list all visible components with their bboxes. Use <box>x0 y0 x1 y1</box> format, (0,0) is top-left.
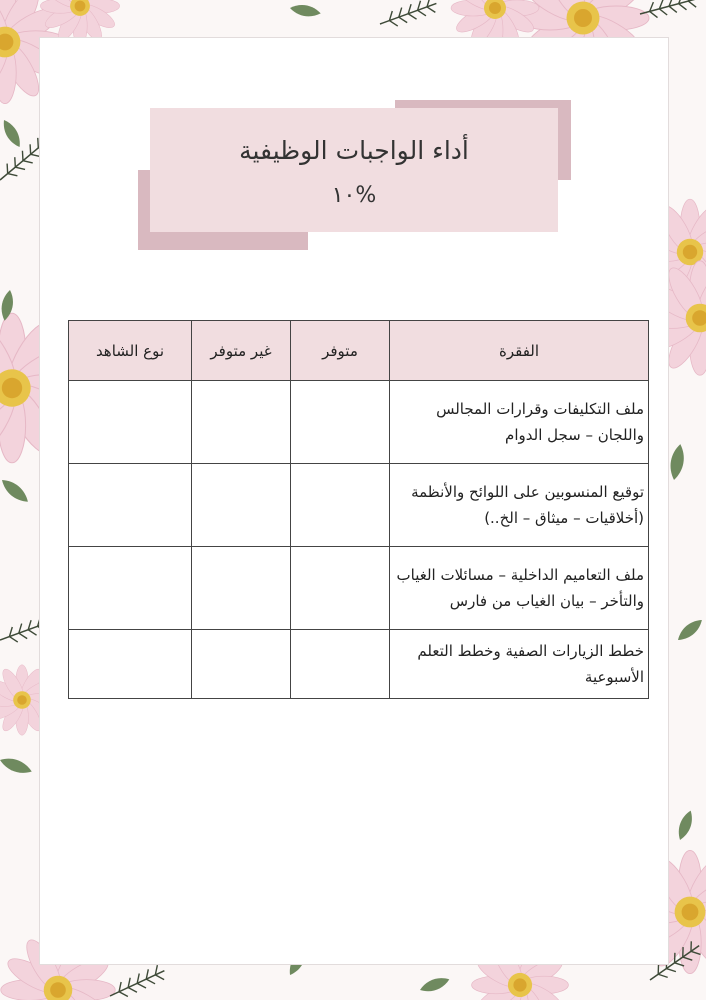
fern-4 <box>107 963 168 1000</box>
header-not-available: غير متوفر <box>192 321 291 381</box>
fern-1 <box>377 0 439 32</box>
row-not-available-cell[interactable] <box>192 630 291 699</box>
row-item: خطط الزيارات الصفية وخطط التعلم الأسبوعية <box>390 630 649 699</box>
leaf-6 <box>675 809 696 842</box>
header-evidence-type: نوع الشاهد <box>69 321 192 381</box>
leaf-9 <box>0 755 34 778</box>
header-available: متوفر <box>291 321 390 381</box>
row-item: ملف التكليفات وقرارات المجالس واللجان – سجل الدوام <box>390 381 649 464</box>
row-item: توقيع المنسوبين على اللوائح والأنظمة (أخلاقيات – ميثاق – الخ..) <box>390 464 649 547</box>
row-not-available-cell[interactable] <box>192 464 291 547</box>
title-banner <box>150 108 558 232</box>
page-title: أداء الواجبات الوظيفية <box>239 136 469 165</box>
table-row <box>69 547 649 630</box>
leaf-5 <box>675 616 706 644</box>
row-available-cell[interactable] <box>291 464 390 547</box>
row-available-cell[interactable] <box>291 630 390 699</box>
leaf-3 <box>0 476 32 507</box>
evaluation-table <box>68 320 649 699</box>
leaf-4 <box>668 443 687 481</box>
row-available-cell[interactable] <box>291 381 390 464</box>
table-row <box>69 381 649 464</box>
row-not-available-cell[interactable] <box>192 381 291 464</box>
page-weight: %١٠ <box>331 183 377 208</box>
row-item: ملف التعاميم الداخلية – مسائلات الغياب والتأخر – بيان الغياب من فارس <box>390 547 649 630</box>
row-evidence-cell[interactable] <box>69 381 192 464</box>
leaf-10 <box>289 3 322 19</box>
table-header-row <box>69 321 649 381</box>
row-evidence-cell[interactable] <box>69 464 192 547</box>
header-item: الفقرة <box>390 321 649 381</box>
row-not-available-cell[interactable] <box>192 547 291 630</box>
row-available-cell[interactable] <box>291 547 390 630</box>
row-evidence-cell[interactable] <box>69 630 192 699</box>
table-row <box>69 464 649 547</box>
leaf-8 <box>418 974 451 995</box>
leaf-1 <box>0 117 24 149</box>
row-evidence-cell[interactable] <box>69 547 192 630</box>
table-row <box>69 630 649 699</box>
